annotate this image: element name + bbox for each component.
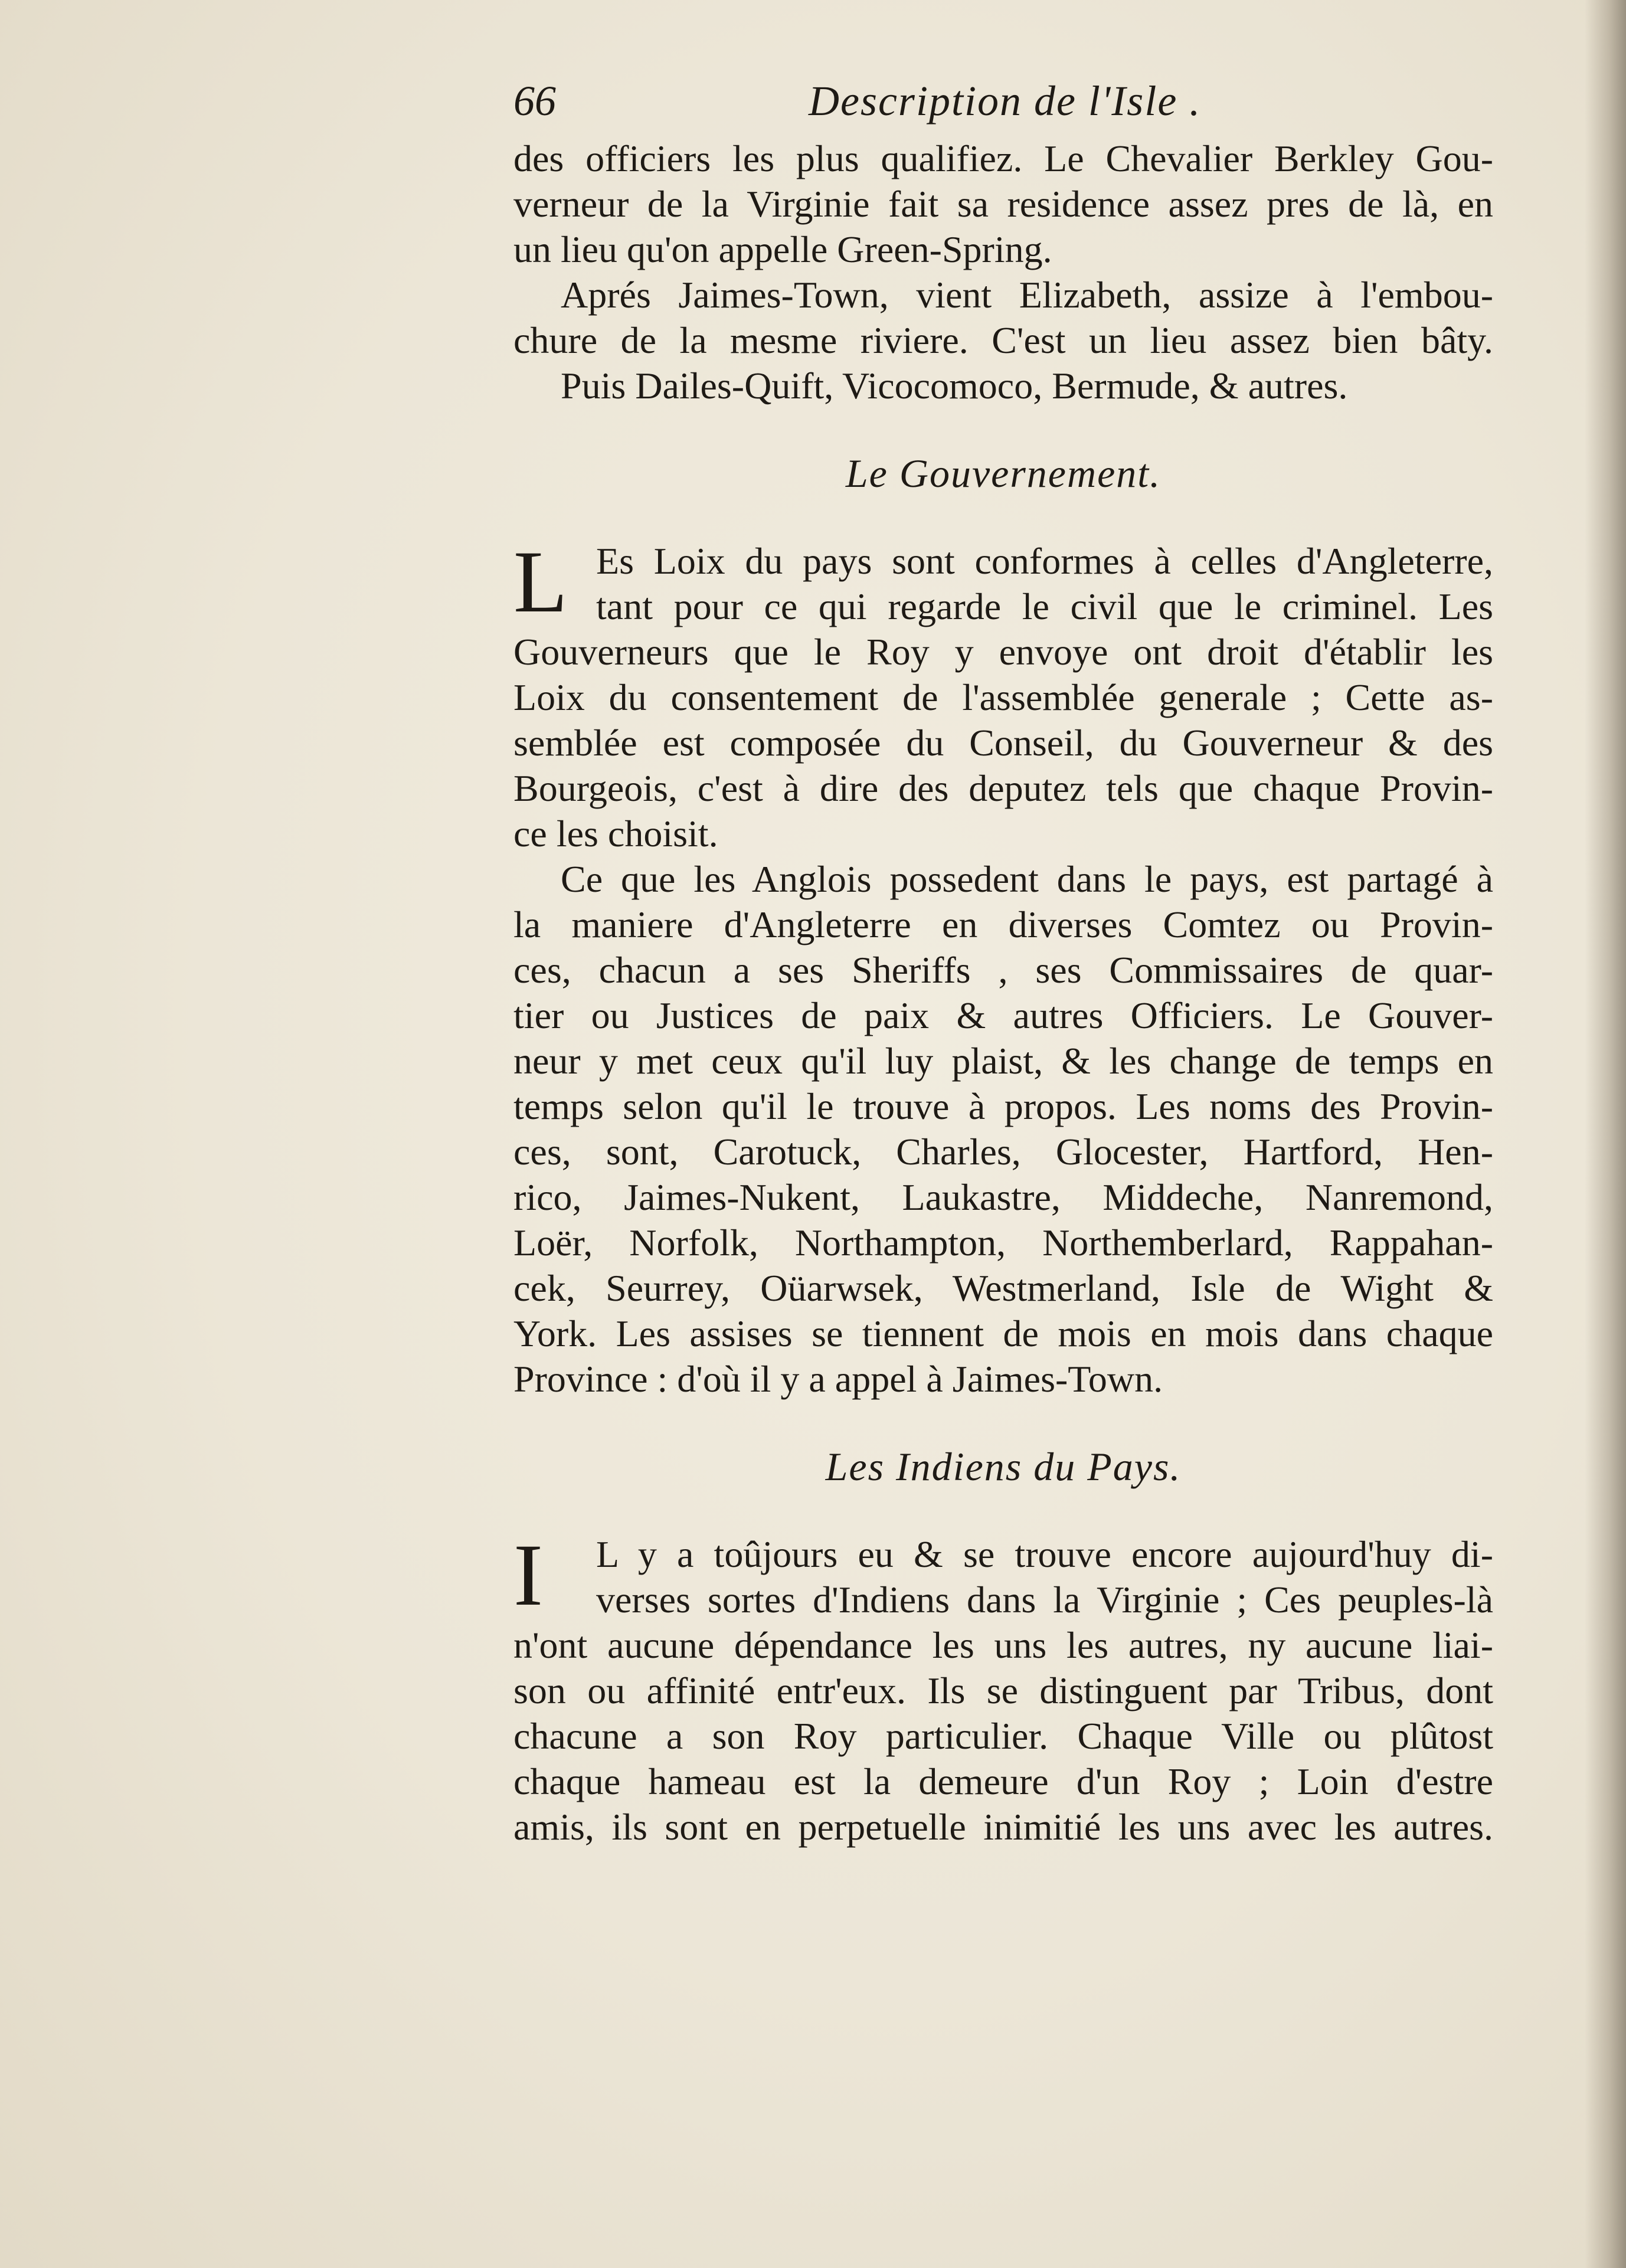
text-line: Ce que les Anglois possedent dans le pays, est partagé à: [561, 858, 1493, 900]
text-line: Loër, Norfolk, Northampton, Northemberlard, Rappahan-: [513, 1222, 1493, 1264]
text-line: chaque hameau est la demeure d'un Roy ; Loin d'estre: [513, 1760, 1493, 1802]
text-line: semblée est composée du Conseil, du Gouverneur & des: [513, 722, 1493, 764]
text-line: chure de la mesme riviere. C'est un lieu assez bien bâty.: [513, 319, 1493, 361]
text-line: tier ou Justices de paix & autres Officiers. Le Gouver-: [513, 994, 1493, 1036]
paragraph-gouvernement-2: [513, 856, 1493, 1402]
text-line: tant pour ce qui regarde le civil que le criminel. Les: [596, 585, 1493, 627]
text-line: amis, ils sont en perpetuelle inimitié les uns avec les autres.: [513, 1806, 1493, 1848]
text-line: son ou affinité entr'eux. Ils se distinguent par Tribus, dont: [513, 1670, 1493, 1711]
text-block: [513, 71, 1493, 1850]
text-line: temps selon qu'il le trouve à propos. Les noms des Provin-: [513, 1085, 1493, 1127]
text-line: Bourgeois, c'est à dire des deputez tels que chaque Provin-: [513, 767, 1493, 809]
page-number: 66: [513, 77, 556, 125]
text-line: Aprés Jaimes-Town, vient Elizabeth, assize à l'embou-: [561, 274, 1493, 316]
section-heading-indiens: Les Indiens du Pays.: [825, 1444, 1182, 1489]
text-line: neur y met ceux qu'il luy plaist, & les change de temps en: [513, 1040, 1493, 1082]
text-line: la maniere d'Angleterre en diverses Comtez ou Provin-: [513, 904, 1493, 945]
section-heading-gouvernement: Le Gouvernement.: [845, 451, 1162, 496]
text-line: ces, sont, Carotuck, Charles, Glocester, Hartford, Hen-: [513, 1131, 1493, 1173]
text-line: Es Loix du pays sont conformes à celles d'Angleterre,: [596, 540, 1493, 582]
text-line: un lieu qu'on appelle Green-Spring.: [513, 228, 1052, 270]
text-line: Province : d'où il y a appel à Jaimes-Town.: [513, 1358, 1163, 1400]
text-line: n'ont aucune dépendance les uns les autres, ny aucune liai-: [513, 1624, 1493, 1666]
text-line: Puis Dailes-Quift, Vicocomoco, Bermude, & autres.: [561, 365, 1348, 407]
drop-cap: L: [513, 533, 568, 631]
text-line: Gouverneurs que le Roy y envoye ont droit d'établir les: [513, 631, 1493, 673]
paragraph-gouvernement-1: [513, 533, 1493, 856]
paragraph-indiens-1: [513, 1526, 1493, 1850]
text-line: des officiers les plus qualifiez. Le Chevalier Berkley Gou-: [513, 138, 1493, 179]
intro-paragraphs: [513, 136, 1493, 408]
text-line: verneur de la Virginie fait sa residence assez pres de là, en: [513, 183, 1493, 225]
text-line: York. Les assises se tiennent de mois en mois dans chaque: [513, 1313, 1493, 1354]
text-line: ces, chacun a ses Sheriffs , ses Commissaires de quar-: [513, 949, 1493, 991]
text-line: cek, Seurrey, Oüarwsek, Westmerland, Isle de Wight &: [513, 1267, 1493, 1309]
text-line: chacune a son Roy particulier. Chaque Ville ou plûtost: [513, 1715, 1493, 1757]
running-head: [513, 71, 1493, 136]
drop-cap: I: [513, 1526, 543, 1624]
text-line: rico, Jaimes-Nukent, Laukastre, Middeche, Nanremond,: [513, 1176, 1493, 1218]
text-line: Loix du consentement de l'assemblée generale ; Cette as-: [513, 676, 1493, 718]
text-line: L y a toûjours eu & se trouve encore aujourd'huy di-: [596, 1533, 1493, 1575]
text-line: verses sortes d'Indiens dans la Virginie ; Ces peuples-là: [596, 1579, 1493, 1621]
book-gutter-shadow: [1585, 0, 1626, 2268]
text-line: ce les choisit.: [513, 813, 718, 855]
running-title: Description de l'Isle .: [809, 77, 1202, 125]
